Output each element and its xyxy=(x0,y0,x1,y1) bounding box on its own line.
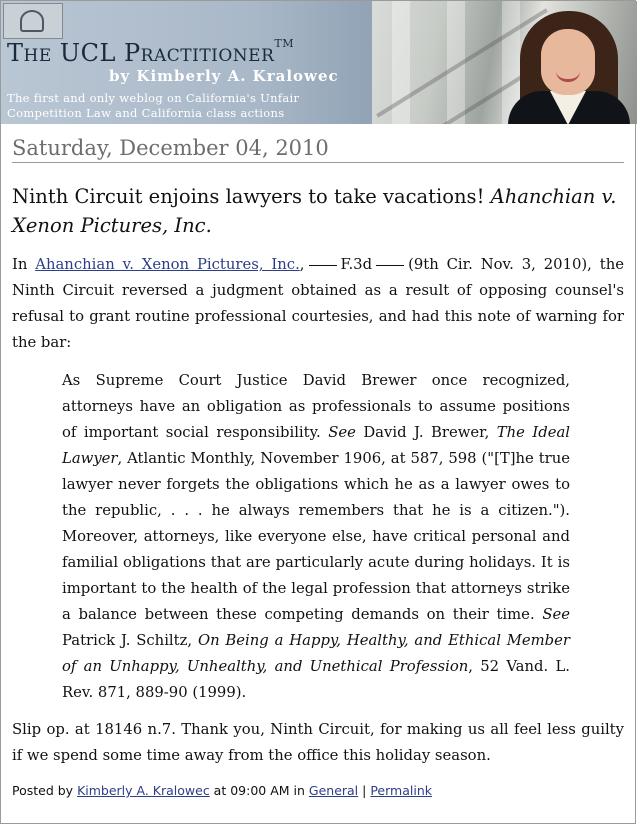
seal-icon xyxy=(3,3,63,39)
post-paragraph-2: Slip op. at 18146 n.7. Thank you, Ninth Circuit, for making us all feel less guilty if we spend some time away from the office this holiday season. xyxy=(12,721,624,764)
category-link[interactable]: General xyxy=(308,783,359,798)
blog-title[interactable]: The UCL Practitioner™ xyxy=(7,37,294,67)
date-header: Saturday, December 04, 2010 xyxy=(12,136,624,163)
post-footer: Posted by Kimberly A. Kralowec at 09:00 AM in General | Permalink xyxy=(12,783,432,798)
blog-byline: by Kimberly A. Kralowec xyxy=(109,67,339,85)
post-paragraph-1: In Ahanchian v. Xenon Pictures, Inc., F.3d (9th Cir. Nov. 3, 2010), the Ninth Circuit reversed a judgment obtained as a result of opposing counsel's refusal to grant routine professional courtesies, and had this note of warning for the bar: xyxy=(12,256,624,351)
blog-header xyxy=(1,1,637,124)
blockquote: As Supreme Court Justice David Brewer once recognized, attorneys have an obligation as professionals to assume positions of important social responsibility. See David J. Brewer, The Ideal Lawyer, Atlantic Monthly, November 1906, at 587, 598 ("[T]he true lawyer never forgets the obligations which he as a lawyer owes to the republic, . . . he always remembers that he is a citizen."). Moreover, attorneys, like everyone else, have critical personal and familial obligations that are particularly acute during holidays. It is important to the health of the legal profession that attorneys strike a balance between these competing demands on their time. See Patrick J. Schiltz, On Being a Happy, Healthy, and Ethical Member of an Unhappy, Unhealthy, and Unethical Profession, 52 Vand. L. Rev. 871, 889-90 (1999). xyxy=(62,372,571,701)
author-photo xyxy=(508,9,630,124)
author-link[interactable]: Kimberly A. Kralowec xyxy=(77,783,210,798)
case-link[interactable]: Ahanchian v. Xenon Pictures, Inc. xyxy=(35,256,300,273)
blog-tagline: The first and only weblog on California's Unfair Competition Law and California class actions xyxy=(7,91,300,120)
permalink-link[interactable]: Permalink xyxy=(370,783,432,798)
post-title[interactable]: Ninth Circuit enjoins lawyers to take vacations! Ahanchian v. Xenon Pictures, Inc. xyxy=(12,185,617,237)
